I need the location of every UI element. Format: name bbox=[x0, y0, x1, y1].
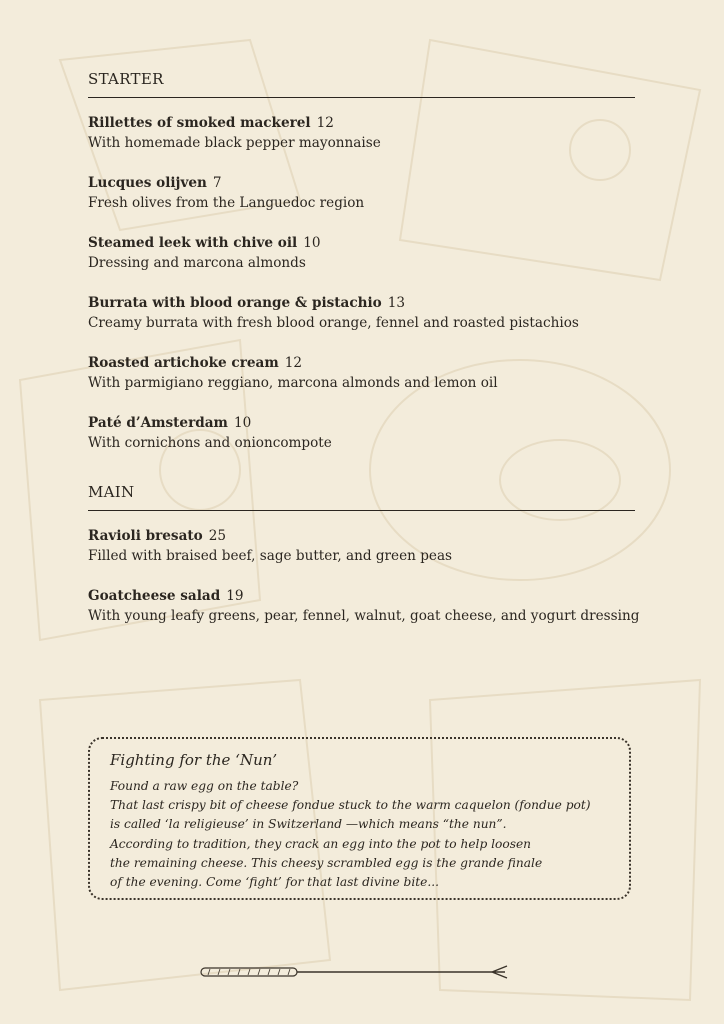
menu-item-description: Dressing and marcona almonds bbox=[88, 255, 306, 271]
menu-item bbox=[88, 413, 635, 453]
menu-item-name: Ravioli bresato bbox=[88, 528, 203, 544]
menu-item-description: Fresh olives from the Languedoc region bbox=[88, 195, 365, 211]
note-line: is called ‘la religieuse’ in Switzerland —which means “the nun”. bbox=[110, 817, 507, 832]
menu-items bbox=[88, 113, 635, 453]
note-line: of the evening. Come ‘fight’ for that last divine bite... bbox=[110, 875, 439, 890]
section-title: MAIN bbox=[88, 483, 635, 511]
menu-item-price: 12 bbox=[284, 355, 303, 371]
menu-item bbox=[88, 173, 635, 213]
menu-item-header bbox=[88, 353, 635, 373]
section-title: STARTER bbox=[88, 70, 635, 98]
menu-item-price: 13 bbox=[387, 295, 406, 311]
note-line: Found a raw egg on the table? bbox=[110, 779, 299, 793]
menu-section-starter bbox=[88, 70, 635, 453]
menu-item-name: Burrata with blood orange & pistachio bbox=[88, 295, 382, 311]
note-line: According to tradition, they crack an egg into the pot to help loosen bbox=[110, 836, 532, 851]
menu-item-price: 7 bbox=[212, 175, 222, 191]
menu-item bbox=[88, 233, 635, 273]
menu-item-price: 25 bbox=[208, 528, 227, 544]
menu-item-header bbox=[88, 233, 635, 253]
menu-item-price: 10 bbox=[233, 415, 252, 431]
menu-item-header bbox=[88, 526, 635, 546]
menu-item bbox=[88, 353, 635, 393]
menu-item-price: 12 bbox=[316, 115, 334, 131]
menu-item bbox=[88, 586, 640, 626]
menu-item-name: Roasted artichoke cream bbox=[88, 355, 279, 371]
menu-item-header bbox=[88, 113, 635, 133]
menu-item-description: With young leafy greens, pear, fennel, walnut, goat cheese, and yogurt dressing bbox=[88, 608, 640, 624]
menu-item-name: Paté d’Amsterdam bbox=[88, 415, 228, 431]
menu-item bbox=[88, 526, 635, 566]
menu-item bbox=[88, 113, 635, 153]
menu bbox=[88, 70, 640, 656]
menu-item-price: 19 bbox=[226, 588, 244, 604]
menu-item-description: With parmigiano reggiano, marcona almonds and lemon oil bbox=[88, 375, 498, 391]
menu-section-main bbox=[88, 483, 640, 626]
menu-item-name: Rillettes of smoked mackerel bbox=[88, 115, 311, 131]
menu-item-name: Steamed leek with chive oil bbox=[88, 235, 298, 251]
menu-item-description: With cornichons and onioncompote bbox=[88, 435, 332, 451]
menu-item-price: 10 bbox=[303, 235, 321, 251]
note-line: the remaining cheese. This cheesy scrambled egg is the grande finale bbox=[110, 855, 543, 870]
menu-item-header bbox=[88, 293, 635, 313]
menu-item-description: With homemade black pepper mayonnaise bbox=[88, 135, 381, 151]
menu-item-description: Filled with braised beef, sage butter, and green peas bbox=[88, 548, 453, 564]
menu-item-header bbox=[88, 173, 635, 193]
fondue-note-box bbox=[88, 737, 631, 900]
fondue-fork-icon bbox=[200, 963, 510, 981]
menu-item-description: Creamy burrata with fresh blood orange, fennel and roasted pistachios bbox=[88, 315, 579, 331]
menu-item-name: Lucques olijven bbox=[88, 175, 207, 191]
menu-item-header bbox=[88, 586, 635, 606]
note-line: That last crispy bit of cheese fondue stuck to the warm caquelon (fondue pot) bbox=[110, 798, 591, 813]
note-title: Fighting for the ‘Nun’ bbox=[110, 751, 278, 769]
menu-item-header bbox=[88, 413, 635, 433]
menu-item bbox=[88, 293, 635, 333]
menu-item-name: Goatcheese salad bbox=[88, 588, 221, 604]
menu-items bbox=[88, 526, 640, 626]
